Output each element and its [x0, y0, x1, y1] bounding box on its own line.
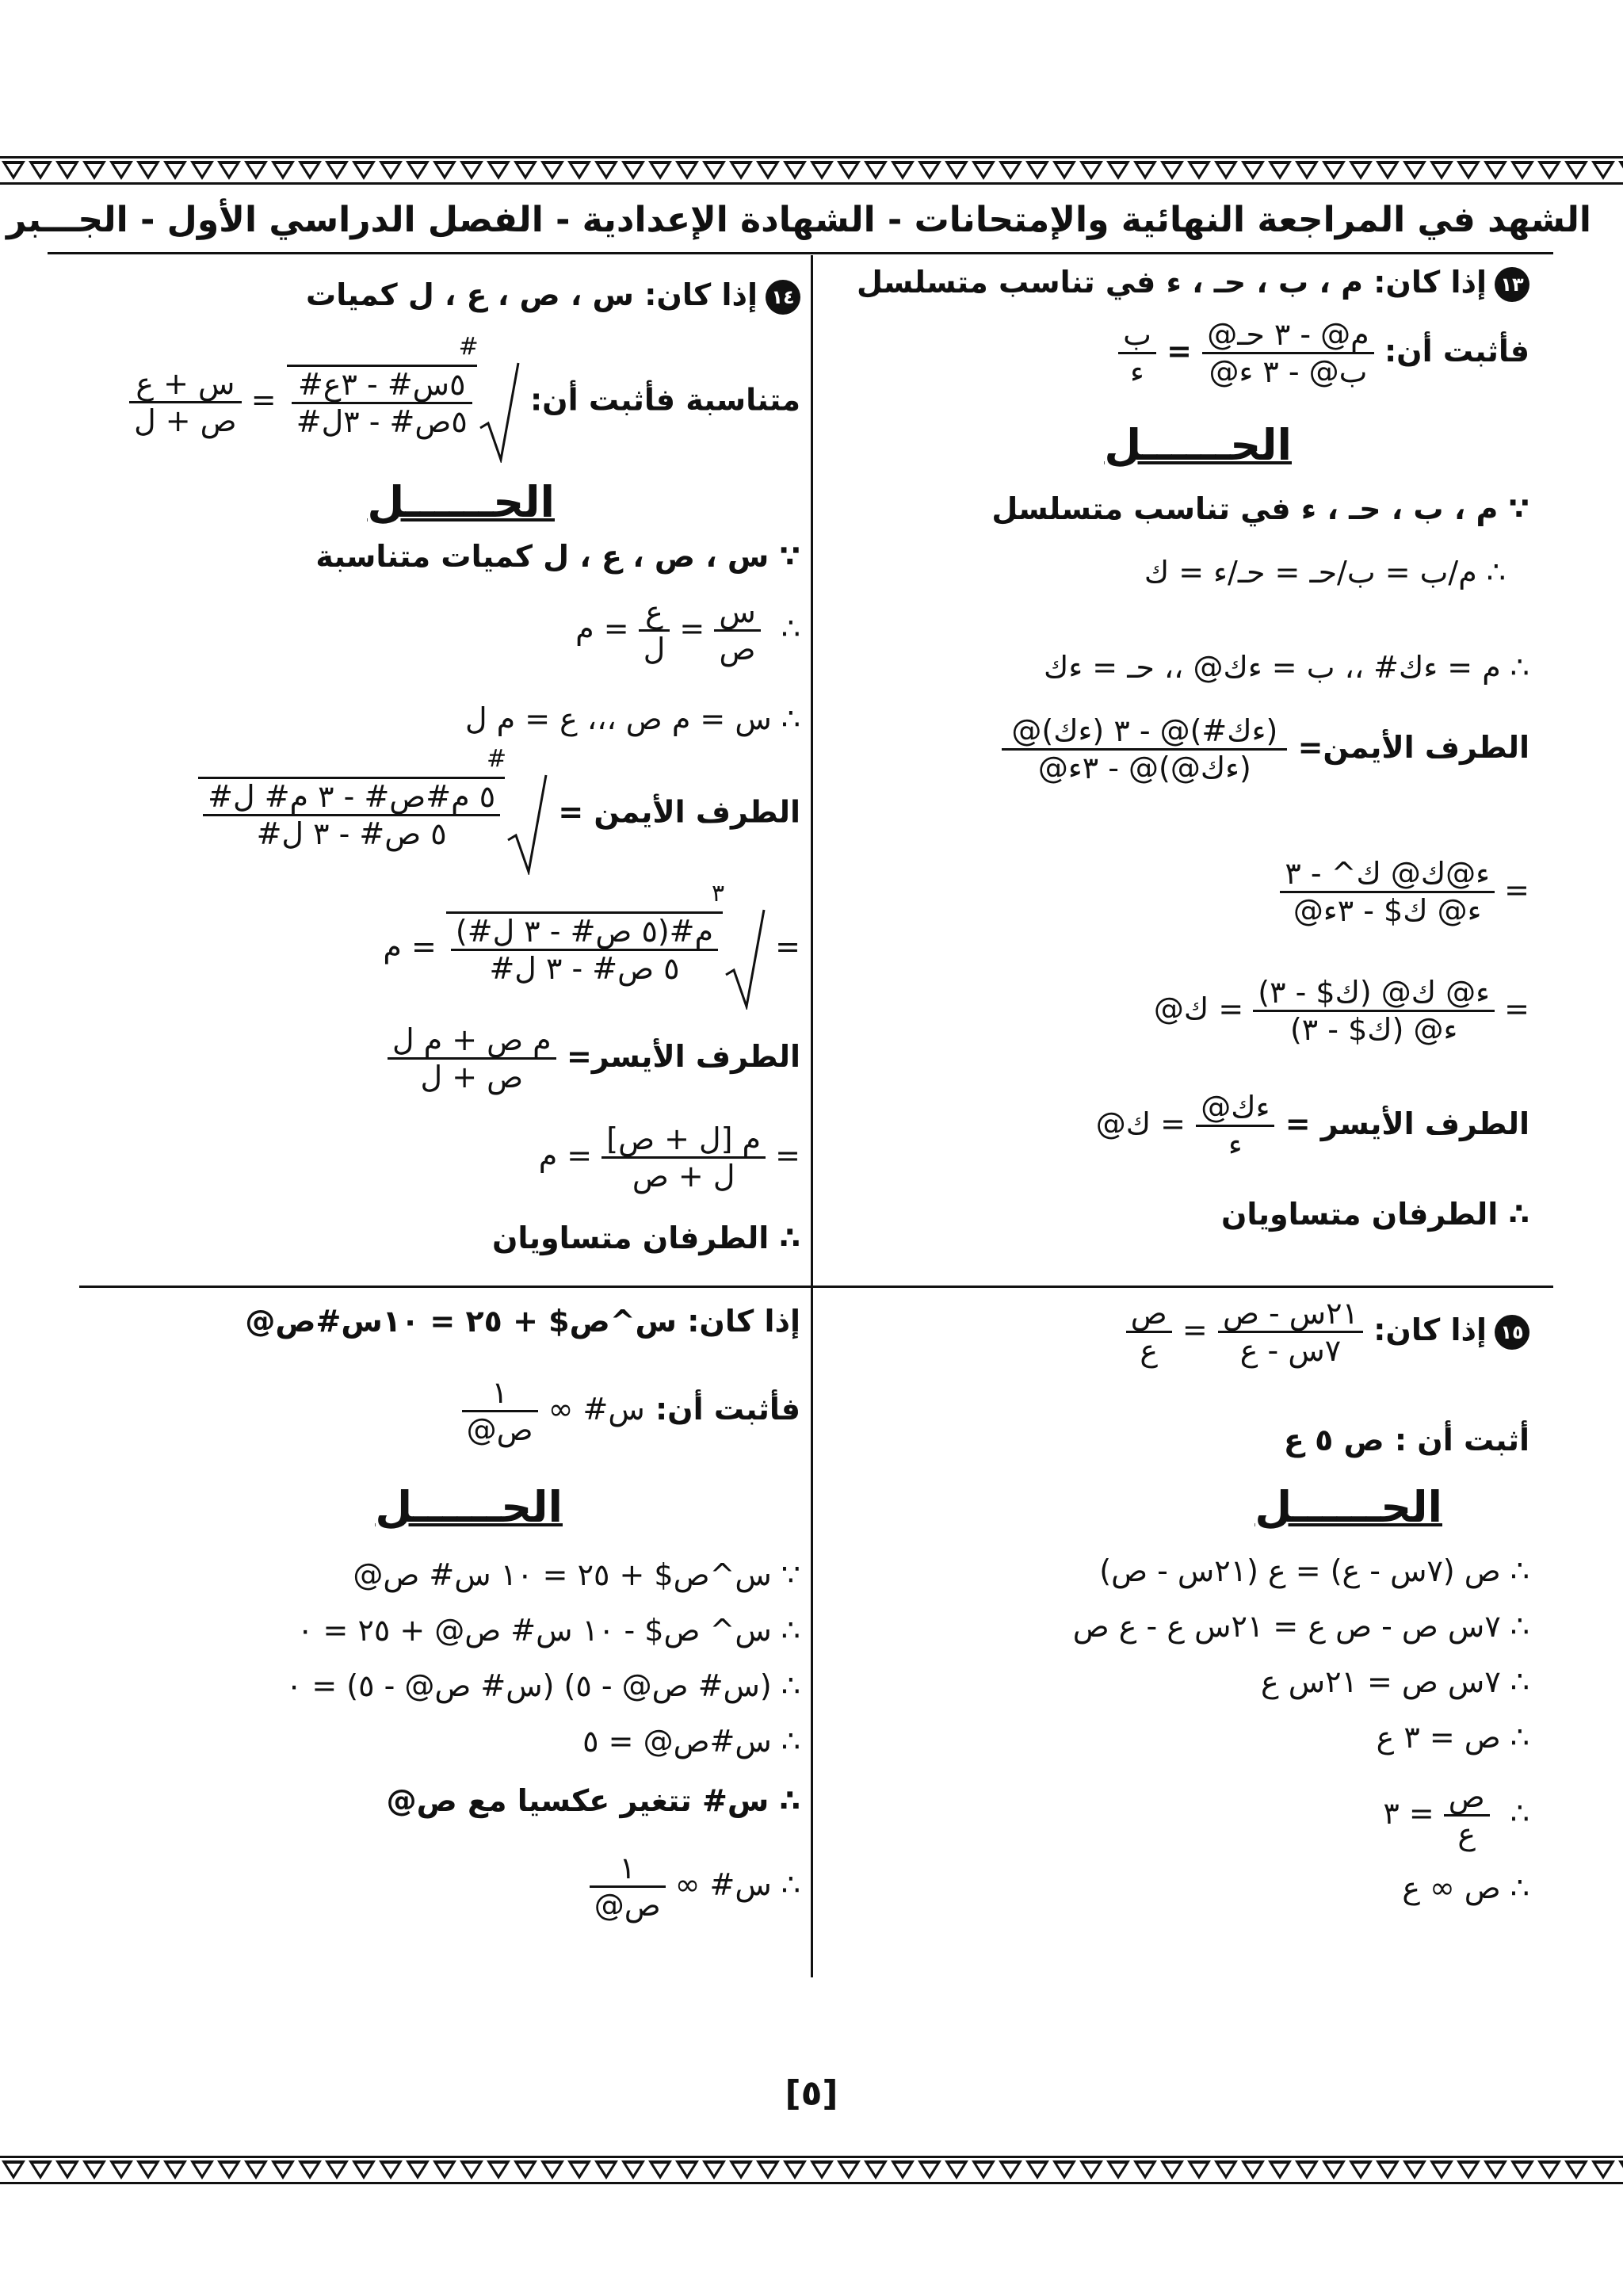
column-divider-top: [811, 255, 813, 1286]
q14-line-5: = ٣ $\frac{\text{م\#(٥ ص\# - ٣ ل\#)}}{\text{٥ ص\# - ٣ ل\#}}$ = م: [383, 911, 800, 986]
q15-line-4: ∴ ص = ٣ ع: [1376, 1720, 1529, 1755]
q15-number-badge: ١٥: [1495, 1315, 1529, 1350]
q13-prove: فأثبت أن: $\frac{\text{م@ - ٣ حـ@}}{\text{ب@ - ٣ ء@}}$ = $\frac{\text{ب}}{\text{ء}}$: [1118, 317, 1529, 389]
q14-line-3: ∴ س = م ص ،،، ع = م ل: [464, 701, 800, 736]
header-rule: [48, 252, 1553, 254]
page-header-title: الشهد في المراجعة النهائية والإمتحانات - الشهادة الإعدادية - الفصل الدراسي الأول - الجـــبر: [6, 200, 1591, 240]
q15-prove: أثبت أن : ص ٥ ع: [1283, 1423, 1529, 1457]
page-number: [٥]: [785, 2073, 838, 2114]
q13-number-badge: ١٣: [1495, 267, 1529, 302]
q15-line-6: ∴ ص ∞ ع: [1402, 1870, 1529, 1905]
q16-line-1: ∵ س^ص$ + ٢٥ = ١٠ س# ص@: [353, 1557, 800, 1592]
question-16: [87, 1296, 800, 1977]
q15-line-2: ∴ ٧س ص - ص ع = ٢١س ع - ع ص: [1072, 1609, 1529, 1644]
q14-line-4: الطرف الأيمن = # $\frac{\text{٥ م\#ص\# - ٣ م\# ل\#}}{\text{٥ ص\# - ٣ ل\#}}$: [198, 777, 800, 851]
question-14: [87, 262, 800, 1284]
q14-number-badge: ١٤: [766, 280, 800, 315]
q16-line-3: ∴ (س# ص@ - ٥) (س# ص@ - ٥) = ٠: [285, 1668, 800, 1703]
q14-line-8: ∴ الطرفان متساويان: [492, 1221, 800, 1255]
q14-statement: ١٤إذا كان: س ، ص ، ع ، ل كميات: [306, 277, 800, 315]
q13-prove-fraction: $\frac{\text{م@ - ٣ حـ@}}{\text{ب@ - ٣ ء@}}$: [1202, 317, 1374, 389]
q13-line-8: ∴ الطرفان متساويان: [1221, 1197, 1529, 1232]
q16-line-2: ∴ س^ ص$ - ١٠ س# ص@ + ٢٥ = ٠: [297, 1613, 800, 1648]
q15-line-1: ∴ ص (٧س - ع) = ع (٢١س - ص): [1099, 1553, 1529, 1588]
question-15: [824, 1296, 1529, 1977]
q14-line-7: = $\frac{\text{م [ل + ص]}}{\text{ل + ص}}$ = م: [538, 1121, 800, 1194]
bottom-decorative-border: [0, 2154, 1623, 2186]
column-divider-bottom: [811, 1288, 813, 1977]
q16-line-6: ∴ س# ∞ $\frac{١}{\text{ص@}}$: [590, 1851, 800, 1923]
q16-prove: فأثبت أن: س# ∞ $\frac{١}{\text{ص@}}$: [462, 1375, 800, 1447]
q15-statement: ١٥إذا كان: $\frac{\text{٢١س - ص}}{\text{٧س - ع}}$ = $\frac{\text{ص}}{\text{ع}}$: [1126, 1296, 1529, 1368]
q16-line-4: ∴ س#ص@ = ٥: [582, 1724, 800, 1759]
q13-prove-rhs: $\frac{\text{ب}}{\text{ء}}$: [1118, 317, 1156, 389]
q14-line-6: الطرف الأيسر= $\frac{\text{م ص + م ل}}{\text{ص + ل}}$: [388, 1022, 800, 1095]
q13-line-2: ∴ م/ب = ب/حـ = حـ/ء = ك: [1144, 555, 1506, 590]
q13-line-5: = $\frac{\text{ء@ك@ ك\textasciicircum{} - ٣}}{\text{ء@ ك\$ - ٣ء@}}$: [1280, 856, 1529, 928]
q16-solution-label: الحــــــل: [375, 1482, 563, 1532]
row-divider: [79, 1286, 1553, 1288]
q14-solution-label: الحــــــل: [367, 477, 555, 527]
top-decorative-border: [0, 155, 1623, 186]
question-13: [824, 262, 1529, 1284]
q14-radical: # $\frac{\text{٥س\# - ٣ع\#}}{\text{٥ص\# - ٣ل\#}}$: [287, 365, 520, 439]
q13-statement: ١٣إذا كان: م ، ب ، حـ ، ء في تناسب متسلسل: [857, 265, 1529, 302]
q13-line-7: الطرف الأيسر = $\frac{\text{ءك@}}{\text{ء}}$ = ك@: [1095, 1090, 1529, 1162]
q13-line-3: ∴ م = ءك# ،، ب = ءك@ ،، حـ = ءك: [1044, 650, 1529, 685]
q13-line-6: = $\frac{\text{ء@ ك@ (ك\$ - ٣)}}{\text{ء@ (ك\$ - ٣)}}$ = ك@: [1153, 975, 1529, 1047]
q15-solution-label: الحــــــل: [1254, 1482, 1442, 1532]
q14-line-1: ∵ س ، ص ، ع ، ل كميات متناسبة: [315, 539, 800, 574]
q13-line-1: ∵ م ، ب ، حـ ، ء في تناسب متسلسل: [991, 491, 1529, 526]
q13-line-4: الطرف الأيمن= $\frac{\text{(ءك\#)@ - ٣ (ءك)@}}{\text{(ءك@)@ - ٣ء@}}$: [1002, 713, 1529, 785]
q15-line-5: ∴ $\frac{\text{ص}}{\text{ع}}$ = ٣: [1383, 1779, 1529, 1851]
q16-statement: إذا كان: س^ص$ + ٢٥ = ١٠س#ص@: [245, 1304, 800, 1339]
q14-prove: متناسبة فأثبت أن: # $\frac{\text{٥س\# - ٣ع\#}}{\text{٥ص\# - ٣ل\#}}$ = $\frac{\text{س + ع}}{\text{ص + ل}}$: [129, 365, 800, 439]
q16-line-5: ∴ س# تتغير عكسيا مع ص@: [386, 1783, 800, 1818]
q13-solution-label: الحــــــل: [1104, 420, 1292, 470]
q15-line-3: ∴ ٧س ص = ٢١س ع: [1260, 1664, 1529, 1699]
q14-line-2: ∴ $\frac{\text{س}}{\text{ص}}$ = $\frac{\text{ع}}{\text{ل}}$ = م: [575, 594, 800, 667]
